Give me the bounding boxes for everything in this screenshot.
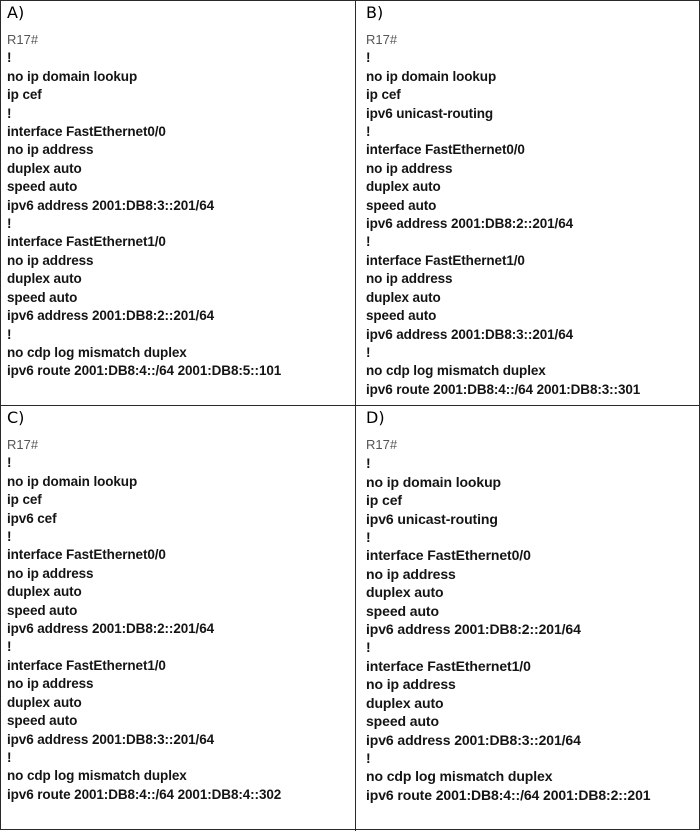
config-line: duplex auto	[7, 584, 82, 600]
config-line: duplex auto	[7, 271, 82, 287]
config-line: !	[366, 124, 371, 140]
router-prompt: R17#	[7, 32, 39, 47]
config-line: no ip address	[366, 565, 456, 582]
config-line: ipv6 address 2001:DB8:3::201/64	[366, 731, 581, 748]
config-line: interface FastEthernet1/0	[7, 234, 166, 250]
config-line: ip cef	[366, 87, 401, 103]
config-line: no ip domain lookup	[7, 68, 138, 84]
config-line: !	[366, 749, 371, 766]
config-line: ip cef	[7, 492, 42, 508]
config-line: speed auto	[366, 602, 439, 619]
config-line: !	[366, 455, 371, 472]
config-line: interface FastEthernet0/0	[366, 547, 531, 564]
config-line: !	[366, 639, 371, 656]
config-line: no ip address	[366, 271, 453, 287]
config-listing	[7, 454, 355, 804]
config-line: speed auto	[7, 289, 78, 305]
config-line: speed auto	[366, 197, 437, 213]
config-line: speed auto	[7, 179, 78, 195]
config-line: no cdp log mismatch duplex	[366, 768, 553, 785]
config-line: ipv6 address 2001:DB8:3::201/64	[7, 731, 215, 747]
config-line: interface FastEthernet0/0	[7, 124, 166, 140]
config-line: !	[366, 344, 371, 360]
config-line: !	[366, 234, 371, 250]
config-line: duplex auto	[366, 694, 444, 711]
config-line: no cdp log mismatch duplex	[7, 768, 187, 784]
config-line: ipv6 address 2001:DB8:2::201/64	[366, 621, 581, 638]
config-listing	[366, 49, 700, 399]
config-line: ipv6 address 2001:DB8:2::201/64	[366, 216, 574, 232]
config-line: interface FastEthernet1/0	[366, 657, 531, 674]
config-line: ip cef	[366, 492, 402, 509]
option-label: D)	[366, 408, 385, 427]
option-d-panel	[356, 406, 700, 831]
config-line: duplex auto	[366, 584, 444, 601]
config-line: !	[7, 105, 12, 121]
option-label: B)	[366, 3, 384, 22]
config-line: ipv6 address 2001:DB8:3::201/64	[366, 326, 574, 342]
config-line: ipv6 unicast-routing	[366, 510, 498, 527]
config-line: !	[7, 455, 12, 471]
config-line: no ip address	[7, 142, 94, 158]
option-label: A)	[7, 3, 25, 22]
config-listing	[7, 49, 355, 380]
config-line: !	[7, 216, 12, 232]
config-line: ipv6 route 2001:DB8:4::/64 2001:DB8:2::201	[366, 786, 651, 803]
config-line: ipv6 route 2001:DB8:4::/64 2001:DB8:5::101	[7, 363, 282, 379]
option-b-panel	[356, 1, 700, 405]
config-line: !	[366, 50, 371, 66]
config-line: no ip address	[7, 252, 94, 268]
config-line: no ip domain lookup	[366, 473, 501, 490]
config-line: ipv6 address 2001:DB8:2::201/64	[7, 308, 215, 324]
config-listing	[366, 454, 700, 804]
config-line: interface FastEthernet1/0	[366, 252, 525, 268]
config-line: no ip domain lookup	[7, 473, 138, 489]
config-line: speed auto	[7, 602, 78, 618]
config-line: speed auto	[366, 308, 437, 324]
config-line: !	[7, 326, 12, 342]
config-line: !	[7, 639, 12, 655]
option-c-panel	[1, 406, 355, 831]
config-line: no ip domain lookup	[366, 68, 497, 84]
config-line: ipv6 address 2001:DB8:3::201/64	[7, 197, 215, 213]
config-line: interface FastEthernet0/0	[7, 547, 166, 563]
config-line: no ip address	[7, 676, 94, 692]
config-line: duplex auto	[366, 289, 441, 305]
config-line: ipv6 address 2001:DB8:2::201/64	[7, 621, 215, 637]
config-line: no ip address	[366, 160, 453, 176]
config-line: interface FastEthernet1/0	[7, 657, 166, 673]
config-line: ipv6 route 2001:DB8:4::/64 2001:DB8:4::302	[7, 786, 282, 802]
config-line: interface FastEthernet0/0	[366, 142, 525, 158]
config-line: !	[7, 529, 12, 545]
config-line: duplex auto	[7, 694, 82, 710]
config-line: ipv6 unicast-routing	[366, 105, 494, 121]
config-line: ipv6 cef	[7, 510, 57, 526]
config-line: no ip address	[7, 565, 94, 581]
router-prompt: R17#	[366, 437, 398, 452]
config-line: duplex auto	[366, 179, 441, 195]
router-prompt: R17#	[366, 32, 398, 47]
config-line: !	[366, 529, 371, 546]
router-prompt: R17#	[7, 437, 39, 452]
config-line: !	[7, 749, 12, 765]
config-line: no ip address	[366, 676, 456, 693]
config-line: ipv6 route 2001:DB8:4::/64 2001:DB8:3::301	[366, 381, 641, 397]
config-line: speed auto	[366, 713, 439, 730]
config-line: ip cef	[7, 87, 42, 103]
config-line: no cdp log mismatch duplex	[7, 344, 187, 360]
option-a-panel	[1, 1, 355, 405]
option-label: C)	[7, 408, 25, 427]
config-line: !	[7, 50, 12, 66]
config-line: no cdp log mismatch duplex	[366, 363, 546, 379]
config-line: speed auto	[7, 713, 78, 729]
config-line: duplex auto	[7, 160, 82, 176]
